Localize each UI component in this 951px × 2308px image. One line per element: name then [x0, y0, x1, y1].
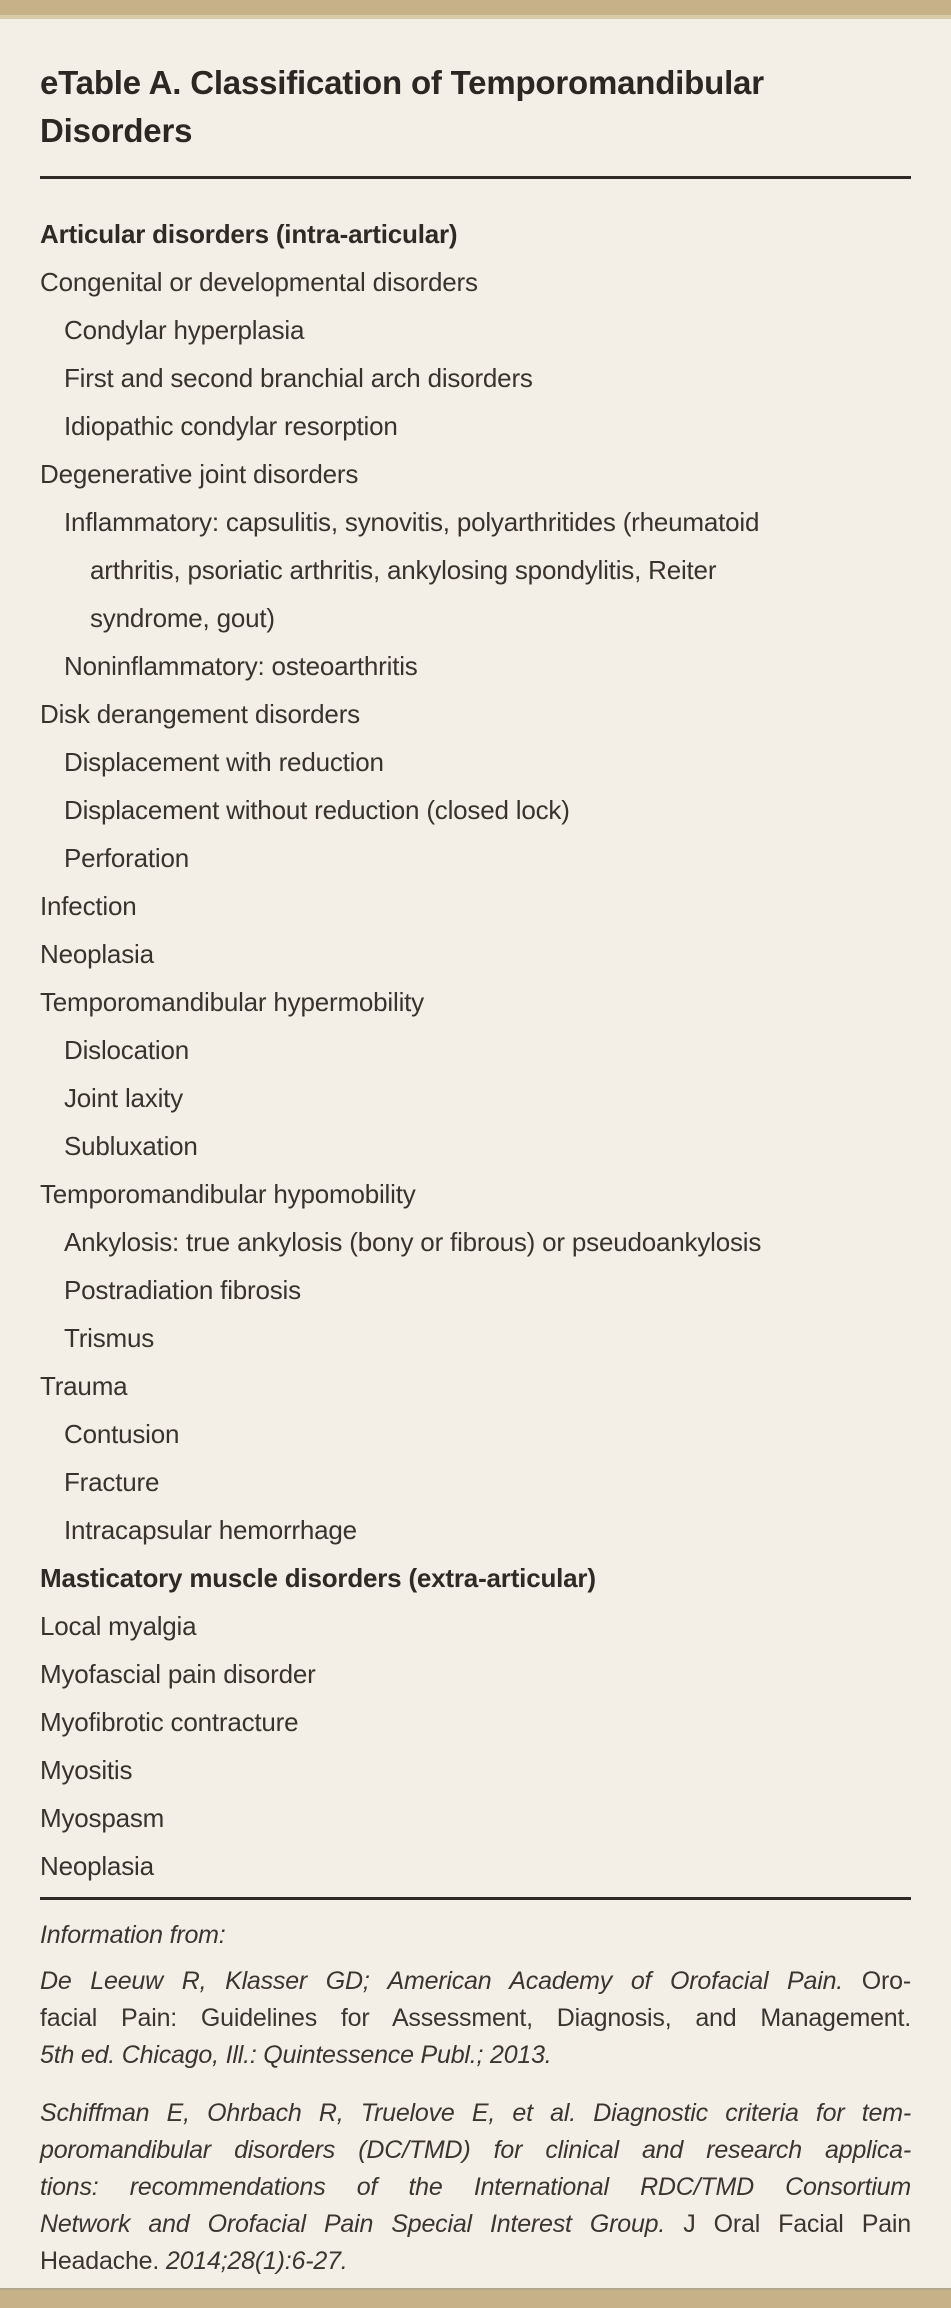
- list-item: Dislocation: [64, 1035, 189, 1065]
- list-item: Postradiation fibrosis: [64, 1275, 301, 1305]
- footnote-section: [40, 1917, 911, 2280]
- list-item: Displacement without reduction (closed lock): [64, 795, 570, 825]
- list-item: Joint laxity: [64, 1083, 183, 1113]
- list-item: Myofascial pain disorder: [40, 1659, 316, 1689]
- list-item: Local myalgia: [40, 1611, 197, 1641]
- list-item: Trismus: [64, 1323, 155, 1353]
- list-item: Myospasm: [40, 1803, 165, 1833]
- reference-text-roman: Oro-: [843, 1967, 912, 1995]
- reference-text-italic: poromandibular disorders (DC/TMD) for clinical and research applica-: [40, 2136, 911, 2164]
- list-item: Infection: [40, 891, 137, 921]
- reference-line: [40, 2132, 911, 2169]
- list-item: Ankylosis: true ankylosis (bony or fibrous) or pseudoankylosis: [64, 1227, 762, 1257]
- list-item: Myofibrotic contracture: [40, 1707, 299, 1737]
- list-item: Intracapsular hemorrhage: [64, 1515, 357, 1545]
- list-item: Trauma: [40, 1371, 128, 1401]
- information-from-label: Information from:: [40, 1921, 226, 1949]
- list-item: Subluxation: [64, 1131, 198, 1161]
- page-title: [40, 59, 911, 155]
- reference-text-italic: 2014;28(1):6-27.: [165, 2247, 348, 2275]
- reference-text-italic: Schiffman E, Ohrbach R, Truelove E, et al. Diagnostic criteria for tem-: [40, 2099, 911, 2127]
- reference: [40, 2095, 911, 2280]
- reference-text-italic: Network and Orofacial Pain Special Interest Group.: [40, 2210, 666, 2238]
- list-item: Displacement with reduction: [64, 747, 384, 777]
- reference-line: [40, 2000, 911, 2037]
- list-item: Noninflammatory: osteoarthritis: [64, 651, 418, 681]
- top-border-strip: [0, 0, 951, 19]
- list-item: Neoplasia: [40, 1851, 154, 1881]
- list-item: Perforation: [64, 843, 189, 873]
- list-item: Congenital or developmental disorders: [40, 267, 478, 297]
- page-title-line: eTable A. Classification of Temporomandibular: [40, 64, 764, 101]
- reference-line: [40, 2037, 911, 2074]
- reference-line: [40, 1963, 911, 2000]
- list-item: Degenerative joint disorders: [40, 459, 359, 489]
- reference-text-roman: J Oral Facial Pain: [665, 2210, 911, 2238]
- reference-text-italic: 5th ed. Chicago, Ill.: Quintessence Publ.; 2013.: [40, 2041, 552, 2069]
- list-item: Idiopathic condylar resorption: [64, 411, 398, 441]
- list-item: arthritis, psoriatic arthritis, ankylosing spondylitis, Reiter: [90, 555, 717, 585]
- classification-list: [40, 210, 911, 1890]
- section-heading: Articular disorders (intra-articular): [40, 219, 458, 249]
- reference-line: [40, 2243, 911, 2280]
- list-item: Neoplasia: [40, 939, 154, 969]
- list-item: Temporomandibular hypomobility: [40, 1179, 416, 1209]
- list-item: Contusion: [64, 1419, 180, 1449]
- section-heading: Masticatory muscle disorders (extra-articular): [40, 1563, 596, 1593]
- list-item: Inflammatory: capsulitis, synovitis, polyarthritides (rheumatoid: [64, 507, 760, 537]
- reference-text-roman: Headache.: [40, 2247, 166, 2275]
- list-item: Fracture: [64, 1467, 160, 1497]
- reference-line: [40, 2206, 911, 2243]
- footnote-divider-rule: [40, 1897, 911, 1900]
- reference-line: [40, 2169, 911, 2206]
- list-item: Condylar hyperplasia: [64, 315, 305, 345]
- reference-text-roman: facial Pain: Guidelines for Assessment, Diagnosis, and Management.: [40, 2004, 911, 2032]
- bottom-border-strip: [0, 2288, 951, 2308]
- reference: [40, 1963, 911, 2074]
- reference-line: [40, 2095, 911, 2132]
- header-divider-rule: [40, 176, 911, 179]
- list-item: syndrome, gout): [90, 603, 275, 633]
- list-item: Temporomandibular hypermobility: [40, 987, 424, 1017]
- page-title-line: Disorders: [40, 112, 193, 149]
- reference-text-italic: tions: recommendations of the International RDC/TMD Consortium: [40, 2173, 911, 2201]
- reference-list: [40, 1963, 911, 2280]
- reference-text-italic: De Leeuw R, Klasser GD; American Academy of Orofacial Pain.: [40, 1967, 844, 1995]
- table-content: [0, 59, 951, 2280]
- list-item: Myositis: [40, 1755, 133, 1785]
- list-item: First and second branchial arch disorders: [64, 363, 533, 393]
- list-item: Disk derangement disorders: [40, 699, 360, 729]
